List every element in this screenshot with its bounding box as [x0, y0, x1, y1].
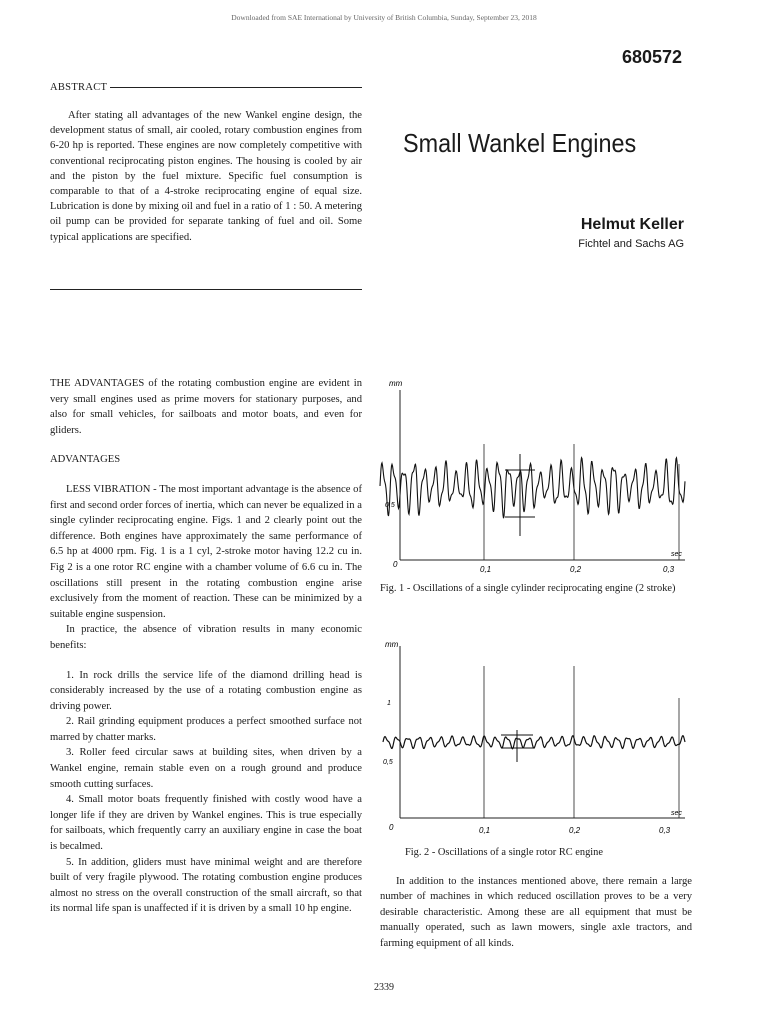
abstract-paragraph: After stating all advantages of the new Wankel engine design, the development status of small, air cooled, rotary combustion engines from 6-20 hp is reported. These engines are now completely competitive with conventional reciprocating piston engines. The housing is cooled by air and the piston by the fuel mixture. Specific fuel consumption is comparable to that of a 4-stroke reciprocating engine of equal size. Lubrication is done by mixing oil and fuel in a ratio of 1 : 50. A metering oil pump can be provided for separate tanking of fuel and oil. Some typical applications are specified.: [50, 110, 362, 243]
abstract-bottom-rule: [50, 289, 362, 290]
figure-2-oscillation-plot: [375, 638, 695, 838]
download-notice: Downloaded from SAE International by University of British Columbia, Sunday, September 23, 2018: [231, 13, 537, 22]
abstract-rule: [110, 87, 362, 88]
fig2-y-unit: mm: [385, 640, 399, 649]
fig2-x-tick: 0,3: [659, 826, 671, 835]
fig2-y-tick: 0,5: [383, 759, 393, 766]
fig1-y-tick: 0,5: [385, 502, 395, 509]
fig1-x-tick: 0,3: [663, 565, 675, 574]
figure-1-oscillation-plot: [375, 374, 695, 576]
list-item: 3. Roller feed circular saws at building sites, when driven by a Wankel engine, remain stable even on a rough ground and produce smooth cutting surfaces.: [50, 747, 362, 790]
fig2-x-tick: 0,1: [479, 826, 491, 835]
section-heading-advantages: ADVANTAGES: [50, 454, 121, 466]
fig1-x-tick: 0,2: [570, 565, 582, 574]
abstract-heading: ABSTRACT: [50, 82, 108, 93]
fig2-oscillation-trace: [383, 736, 685, 749]
intro-paragraph: THE ADVANTAGES of the rotating combustion engine are evident in very small engines used as prime movers for stationary purposes, and also for small vehicles, for sailboats and motor boats, and even for gliders.: [50, 378, 362, 436]
economic-paragraph: In practice, the absence of vibration results in many economic benefits:: [50, 624, 362, 651]
list-item: 1. In rock drills the service life of the diamond drilling head is considerably increased by the use of a rotating combustion engine as driving power.: [50, 669, 362, 712]
left-column: [50, 376, 362, 917]
less-vibration-paragraph: LESS VIBRATION - The most important advantage is the absence of first and second order forces of inertia, which can never be equalized in a single cylinder reciprocating engine. Figs. 1 and 2 clearly point out the difference. Both engines have approximately the same performance of 6.5 hp at 4000 rpm. Fig. 1 is a 1 cyl, 2-stroke motor having 12.2 cu in. Fig 2 is a one rotor RC engine with a chamber volume of 6.6 cu in. The oscillations still present in the rotating combustion engine arise exclusively from the moment of reaction. These can be minimized by a suitable engine suspension.: [50, 483, 362, 620]
right-column-paragraph: In addition to the instances mentioned above, there remain a large number of machines in which reduced oscillation proves to be a very desirable characteristic. Among these are all equipment that must be manually operated, such as lawn mowers, single axle tractors, and farming equipment of all kinds.: [380, 876, 692, 949]
figure-2-caption: Fig. 2 - Oscillations of a single rotor RC engine: [405, 847, 603, 858]
fig1-x-tick: 0,1: [480, 565, 492, 574]
fig2-y-tick: 1: [387, 700, 391, 707]
fig2-x-unit: sec: [671, 810, 682, 817]
author-affiliation: Fichtel and Sachs AG: [578, 238, 684, 250]
fig1-x-unit: sec: [671, 551, 682, 558]
right-column-text: [380, 874, 692, 951]
fig2-x-tick: 0,2: [569, 826, 581, 835]
list-item: 5. In addition, gliders must have minimal weight and are therefore built of very fragile plywood. The rotating combustion engine produces almost no stress on the overall construction of the small aircraft, so that its normal life span is unaffected if it is driven by a small 10 hp engine.: [50, 856, 362, 915]
paper-number: 680572: [622, 47, 683, 67]
fig1-oscillation-trace: [380, 458, 685, 519]
list-item: 4. Small motor boats frequently finished with costly wood have a longer life if they are driven by Wankel engines. This is true especially for sailboats, which frequently carry an auxiliary engine in case the boat is becalmed.: [50, 794, 362, 853]
figure-1-caption: Fig. 1 - Oscillations of a single cylinder reciprocating engine (2 stroke): [380, 583, 676, 594]
author-name: Helmut Keller: [580, 216, 684, 233]
fig1-x-tick: 0: [393, 560, 398, 569]
paper-title: Small Wankel Engines: [403, 128, 637, 158]
list-item: 2. Rail grinding equipment produces a perfect smoothed surface not marred by chatter marks.: [50, 716, 362, 743]
abstract-text: [50, 108, 362, 245]
page-number: 2339: [374, 982, 394, 993]
fig1-y-unit: mm: [389, 379, 403, 388]
fig2-x-tick: 0: [389, 823, 394, 832]
